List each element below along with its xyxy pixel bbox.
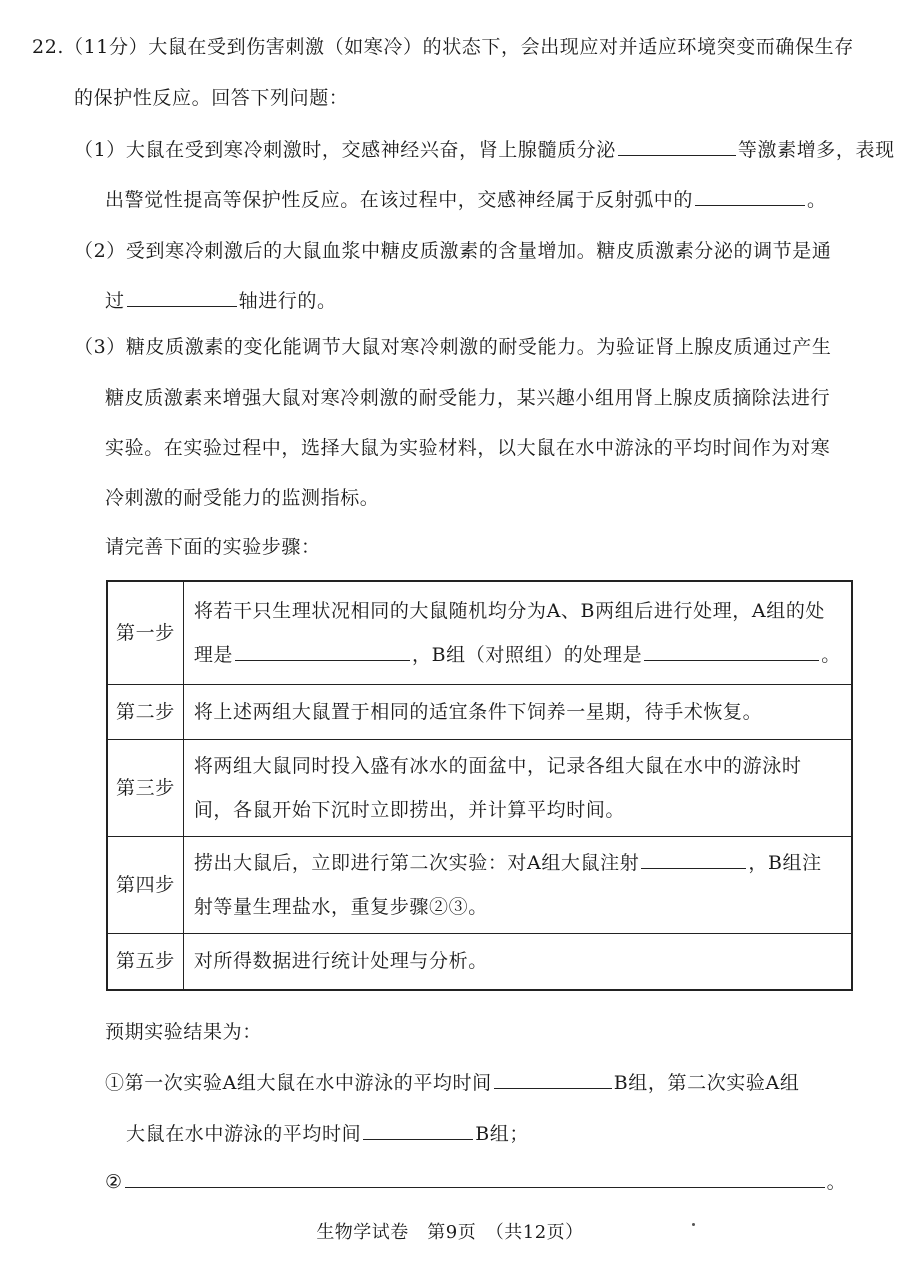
step-content xyxy=(183,836,851,933)
step-row-4 xyxy=(107,836,852,933)
result-text: ② xyxy=(105,1171,123,1193)
answer-blank[interactable] xyxy=(494,1070,612,1089)
part2-line-1: （2）受到寒冷刺激后的大鼠血浆中糖皮质激素的含量增加。糖皮质激素分泌的调节是通 xyxy=(74,240,832,262)
answer-blank[interactable] xyxy=(127,288,237,307)
results-title: 预期实验结果为： xyxy=(105,1021,262,1043)
step-text: 将两组大鼠同时投入盛有冰水的面盆中，记录各组大鼠在水中的游泳时 xyxy=(193,754,802,777)
result-text: 。 xyxy=(826,1171,847,1193)
step-text: 理是 xyxy=(193,643,234,666)
answer-blank[interactable] xyxy=(695,187,805,206)
part1-text-a: （1）大鼠在受到寒冷刺激时，交感神经兴奋，肾上腺髓质分泌 xyxy=(74,139,616,161)
step-text: ，B组（对照组）的处理是 xyxy=(412,643,643,666)
step-label: 第二步 xyxy=(107,684,183,739)
answer-blank[interactable] xyxy=(618,137,736,156)
part1-text-b: 等激素增多，表现 xyxy=(737,139,895,161)
answer-blank[interactable] xyxy=(125,1169,825,1188)
part3-line-2: 糖皮质激素来增强大鼠对寒冷刺激的耐受能力，某兴趣小组用肾上腺皮质摘除法进行 xyxy=(105,387,831,409)
result-1-line-2 xyxy=(126,1120,529,1148)
step-text: 射等量生理盐水，重复步骤②③。 xyxy=(193,895,488,918)
step-label: 第五步 xyxy=(107,933,183,990)
step-text: ，B组注 xyxy=(748,851,822,874)
scan-dot xyxy=(692,1223,695,1226)
part3-line-1: （3）糖皮质激素的变化能调节大鼠对寒冷刺激的耐受能力。为验证肾上腺皮质通过产生 xyxy=(74,336,832,358)
step-text-line xyxy=(194,841,841,885)
step-content xyxy=(183,933,851,990)
step-label: 第一步 xyxy=(107,581,183,684)
step-row-2 xyxy=(107,684,852,739)
part1-line-2 xyxy=(105,186,827,214)
step-row-5 xyxy=(107,933,852,990)
result-text: 大鼠在水中游泳的平均时间 xyxy=(126,1123,362,1145)
answer-blank[interactable] xyxy=(235,642,410,661)
result-1-line-1 xyxy=(105,1069,799,1097)
result-text: B组； xyxy=(475,1123,529,1145)
steps-intro: 请完善下面的实验步骤： xyxy=(105,536,321,558)
question-line-2: 的保护性反应。回答下列问题： xyxy=(74,87,349,109)
step-label: 第四步 xyxy=(107,836,183,933)
part3-line-4: 冷刺激的耐受能力的监测指标。 xyxy=(105,487,380,509)
step-content xyxy=(183,581,851,684)
answer-blank[interactable] xyxy=(363,1121,473,1140)
page-footer: 生物学试卷 第9页 （共12页） xyxy=(316,1222,584,1243)
result-text: B组，第二次实验A组 xyxy=(613,1072,800,1094)
part1-line-1 xyxy=(74,136,895,164)
steps-table xyxy=(106,580,853,991)
step-text: 间，各鼠开始下沉时立即捞出，并计算平均时间。 xyxy=(193,798,626,821)
part2-text-c: 轴进行的。 xyxy=(238,290,337,312)
step-text: 捞出大鼠后，立即进行第二次实验：对A组大鼠注射 xyxy=(193,851,640,874)
step-row-3 xyxy=(107,739,852,836)
step-text: 对所得数据进行统计处理与分析。 xyxy=(193,950,488,973)
step-text: 将若干只生理状况相同的大鼠随机均分为A、B两组后进行处理，A组的处 xyxy=(193,599,826,622)
step-content xyxy=(183,684,851,739)
part1-text-c: 出警觉性提高等保护性反应。在该过程中，交感神经属于反射弧中的 xyxy=(105,189,694,211)
step-text: 。 xyxy=(821,643,841,666)
question-line-1: 22.（11分）大鼠在受到伤害刺激（如寒冷）的状态下，会出现应对并适应环境突变而确保生存 xyxy=(32,36,854,58)
part2-line-2 xyxy=(105,287,337,315)
step-text-line xyxy=(194,633,841,677)
result-2-line xyxy=(105,1168,846,1196)
step-row-1 xyxy=(107,581,852,684)
step-content xyxy=(183,739,851,836)
part2-text-b: 过 xyxy=(105,290,125,312)
part3-line-3: 实验。在实验过程中，选择大鼠为实验材料，以大鼠在水中游泳的平均时间作为对寒 xyxy=(105,437,831,459)
step-label: 第三步 xyxy=(107,739,183,836)
answer-blank[interactable] xyxy=(644,642,819,661)
step-text: 将上述两组大鼠置于相同的适宜条件下饲养一星期，待手术恢复。 xyxy=(193,700,763,723)
result-text: ①第一次实验A组大鼠在水中游泳的平均时间 xyxy=(105,1072,492,1094)
answer-blank[interactable] xyxy=(641,850,746,869)
part1-text-d: 。 xyxy=(807,189,827,211)
